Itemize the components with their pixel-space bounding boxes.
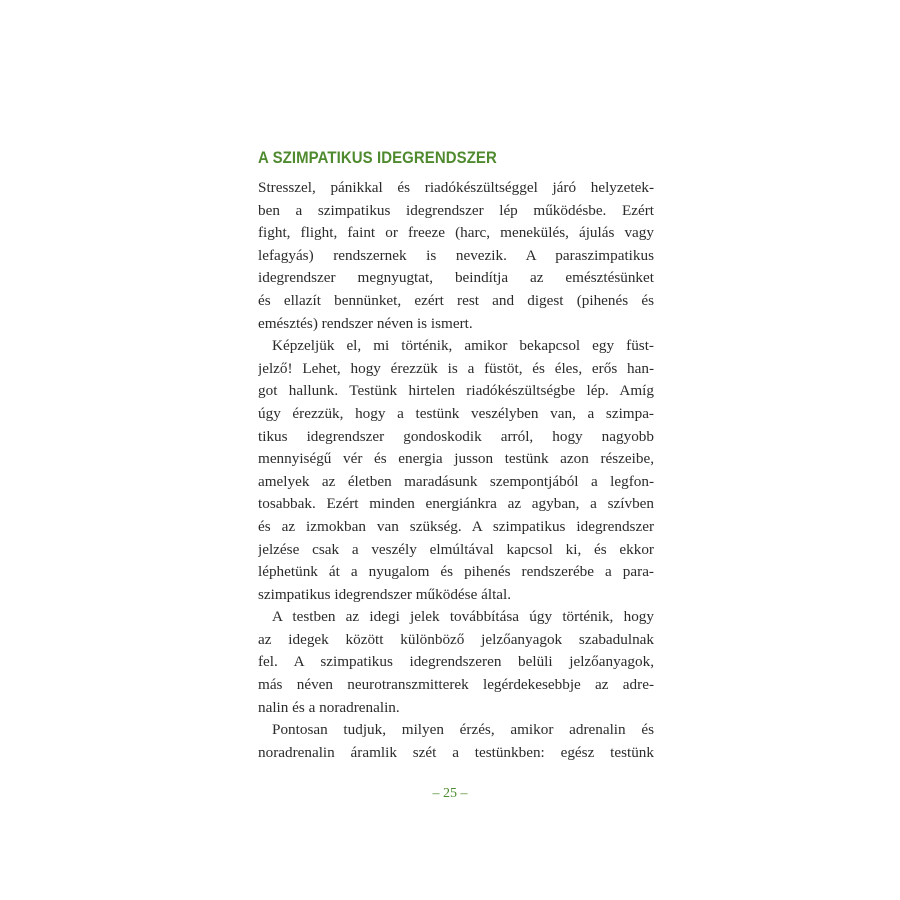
text-line: idegrendszer megnyugtat, beindítja az emésztésünket	[258, 269, 654, 287]
text-line: úgy érezzük, hogy a testünk veszélyben van, a szimpa-	[258, 404, 654, 422]
text-line: az idegek között különböző jelzőanyagok szabadulnak	[258, 630, 654, 648]
text-line: ben a szimpatikus idegrendszer lép működésbe. Ezért	[258, 201, 654, 219]
text-line: noradrenalin áramlik szét a testünkben: egész testünk	[258, 743, 654, 761]
text-line: amelyek az életben maradásunk szempontjából a legfon-	[258, 472, 654, 490]
text-line: léphetünk át a nyugalom és pihenés rendszerébe a para-	[258, 563, 654, 581]
paragraph-3	[258, 606, 654, 719]
text-line: és az izmokban van szükség. A szimpatikus idegrendszer	[258, 517, 654, 535]
paragraph-4	[258, 719, 654, 764]
text-line: Képzeljük el, mi történik, amikor bekapcsol egy füst-	[272, 337, 654, 355]
text-line: Stresszel, pánikkal és riadókészültséggel járó helyzetek-	[258, 179, 654, 196]
text-line: lefagyás) rendszernek is nevezik. A paraszimpatikus	[258, 246, 654, 264]
page-number: – 25 –	[432, 786, 468, 801]
text-line: jelzése csak a veszély elmúltával kapcsol ki, és ekkor	[258, 540, 654, 558]
text-line: fel. A szimpatikus idegrendszeren belüli jelzőanyagok,	[258, 653, 654, 671]
text-line: más néven neurotranszmitterek legérdekesebbje az adre-	[258, 676, 654, 694]
paragraph-1	[258, 177, 654, 335]
text-line: Pontosan tudjuk, milyen érzés, amikor adrenalin és	[272, 721, 654, 739]
text-line: A testben az idegi jelek továbbítása úgy történik, hogy	[272, 608, 654, 626]
section-heading: A SZIMPATIKUS IDEGRENDSZER	[258, 148, 497, 167]
text-line: tikus idegrendszer gondoskodik arról, hogy nagyobb	[258, 427, 654, 445]
text-line: got hallunk. Testünk hirtelen riadókészültségbe lép. Amíg	[258, 382, 654, 400]
text-line: nalin és a noradrenalin.	[258, 698, 400, 716]
text-line: és ellazít bennünket, ezért rest and digest (pihenés és	[258, 291, 654, 309]
text-line: fight, flight, faint or freeze (harc, menekülés, ájulás vagy	[258, 224, 654, 242]
text-line: jelző! Lehet, hogy érezzük is a füstöt, és éles, erős han-	[258, 359, 654, 377]
paragraph-2	[258, 335, 654, 606]
text-line: emésztés) rendszer néven is ismert.	[258, 314, 473, 332]
text-line: mennyiségű vér és energia jusson testünk azon részeibe,	[258, 450, 654, 468]
text-line: szimpatikus idegrendszer működése által.	[258, 585, 512, 603]
page-text-block	[258, 142, 654, 764]
body-text	[258, 177, 654, 764]
text-line: tosabbak. Ezért minden energiánkra az agyban, a szívben	[258, 495, 654, 513]
